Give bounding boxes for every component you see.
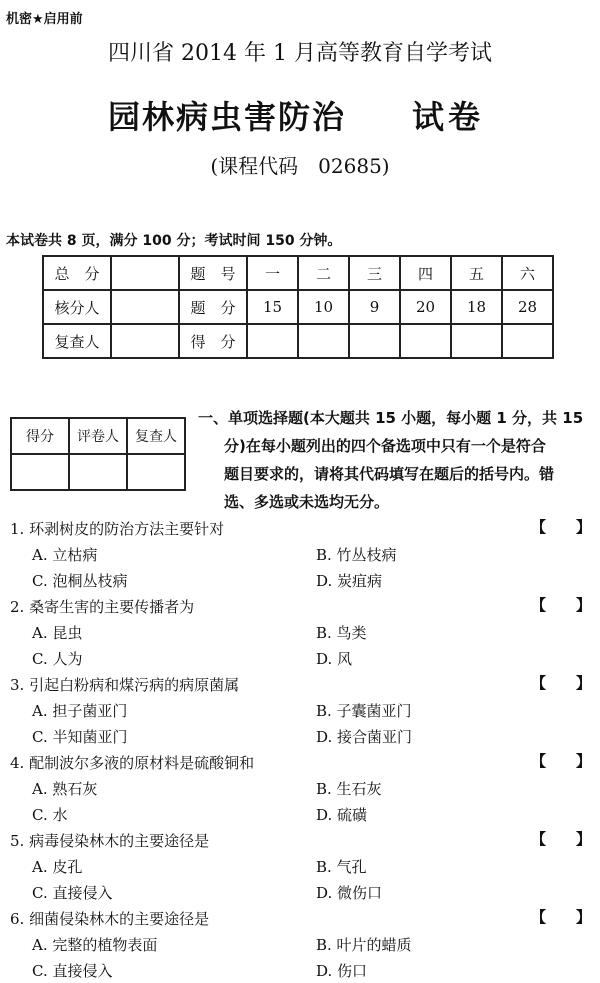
answer-bracket[interactable]: 【 】 (531, 752, 592, 770)
option-a: A. 昆虫 (32, 624, 83, 642)
grader-header: 评卷人 (69, 418, 127, 454)
score-cell: 18 (451, 290, 502, 324)
score-cell: 四 (400, 256, 451, 290)
score-cell: 28 (502, 290, 553, 324)
score-cell: 15 (247, 290, 298, 324)
confidential-mark: 机密★启用前 (6, 12, 83, 27)
option-a: A. 立枯病 (32, 546, 98, 564)
score-row-1 (43, 256, 553, 290)
score-cell: 一 (247, 256, 298, 290)
grader-table (10, 417, 186, 491)
score-row-2 (43, 290, 553, 324)
option-c: C. 直接侵入 (32, 884, 113, 902)
score-cell: 六 (502, 256, 553, 290)
score-cell: 五 (451, 256, 502, 290)
option-c: C. 直接侵入 (32, 962, 113, 980)
option-a: A. 熟石灰 (32, 780, 98, 798)
score-cell (400, 324, 451, 358)
option-b: B. 气孔 (316, 858, 367, 876)
answer-bracket[interactable]: 【 】 (531, 674, 592, 692)
option-d: D. 伤口 (316, 962, 368, 980)
option-b: B. 子囊菌亚门 (316, 702, 412, 720)
section-instructions (198, 404, 594, 516)
question-stem: 5. 病毒侵染林木的主要途径是 (10, 832, 210, 850)
option-d: D. 接合菌亚门 (316, 728, 413, 746)
answer-bracket[interactable]: 【 】 (531, 518, 592, 536)
answer-bracket[interactable]: 【 】 (531, 830, 592, 848)
option-c: C. 水 (32, 806, 68, 824)
question-stem: 4. 配制波尔多液的原材料是硫酸铜和 (10, 754, 255, 772)
exam-info: 本试卷共 8 页，满分 100 分；考试时间 150 分钟。 (6, 233, 342, 249)
score-cell: 题 分 (179, 290, 247, 324)
answer-bracket[interactable]: 【 】 (531, 908, 592, 926)
score-cell: 9 (349, 290, 400, 324)
score-cell (111, 324, 179, 358)
question-stem: 1. 环剥树皮的防治方法主要针对 (10, 520, 225, 538)
paper-label: 试卷 (412, 98, 485, 136)
section-line: 题目要求的，请将其代码填写在题后的括号内。错 (224, 465, 555, 483)
course-code: (课程代码 02685) (210, 154, 390, 178)
option-c: C. 半知菌亚门 (32, 728, 128, 746)
score-cell: 复查人 (43, 324, 111, 358)
score-cell (349, 324, 400, 358)
score-cell: 三 (349, 256, 400, 290)
score-cell (247, 324, 298, 358)
question-stem: 2. 桑寄生害的主要传播者为 (10, 598, 195, 616)
grader-header: 复查人 (127, 418, 185, 454)
score-cell (298, 324, 349, 358)
score-cell: 核分人 (43, 290, 111, 324)
exam-title: 四川省 2014 年 1 月高等教育自学考试 (108, 41, 492, 66)
score-table (42, 255, 554, 359)
answer-bracket[interactable]: 【 】 (531, 596, 592, 614)
score-cell (502, 324, 553, 358)
option-d: D. 炭疽病 (316, 572, 383, 590)
grader-entry-cell (11, 454, 69, 490)
option-b: B. 鸟类 (316, 624, 367, 642)
section-line: 选、多选或未选均无分。 (224, 493, 390, 511)
option-d: D. 硫磺 (316, 806, 368, 824)
score-cell: 题 号 (179, 256, 247, 290)
score-cell: 二 (298, 256, 349, 290)
grader-entry-row (11, 454, 185, 490)
score-cell (451, 324, 502, 358)
grader-header: 得分 (11, 418, 69, 454)
score-cell: 20 (400, 290, 451, 324)
option-d: D. 风 (316, 650, 353, 668)
option-a: A. 完整的植物表面 (32, 936, 158, 954)
option-a: A. 皮孔 (32, 858, 83, 876)
option-b: B. 生石灰 (316, 780, 382, 798)
grader-entry-cell (69, 454, 127, 490)
score-row-3 (43, 324, 553, 358)
score-cell: 总 分 (43, 256, 111, 290)
option-a: A. 担子菌亚门 (32, 702, 128, 720)
option-b: B. 竹丛枝病 (316, 546, 397, 564)
question-stem: 6. 细菌侵染林木的主要途径是 (10, 910, 210, 928)
question-stem: 3. 引起白粉病和煤污病的病原菌属 (10, 676, 240, 694)
score-cell (111, 256, 179, 290)
option-b: B. 叶片的蜡质 (316, 936, 412, 954)
subject-title: 园林病虫害防治 (108, 98, 347, 136)
score-cell: 10 (298, 290, 349, 324)
option-d: D. 微伤口 (316, 884, 383, 902)
option-c: C. 人为 (32, 650, 83, 668)
grader-entry-cell (127, 454, 185, 490)
section-line: 分)在每小题列出的四个备选项中只有一个是符合 (224, 437, 546, 455)
section-line: 一、单项选择题(本大题共 15 小题，每小题 1 分，共 15 (198, 409, 584, 427)
grader-header-row (11, 418, 185, 454)
score-cell (111, 290, 179, 324)
option-c: C. 泡桐丛枝病 (32, 572, 128, 590)
score-cell: 得 分 (179, 324, 247, 358)
